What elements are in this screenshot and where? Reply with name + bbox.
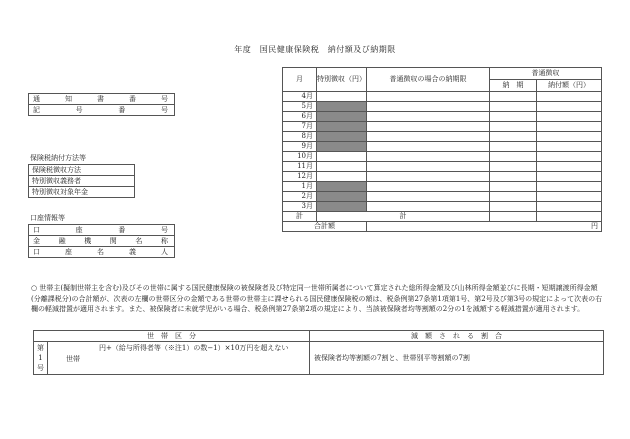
ordinary-deadline-cell — [367, 162, 490, 172]
household-category-cell — [48, 342, 310, 375]
table-row — [29, 225, 175, 236]
ordinary-deadline-cell — [367, 102, 490, 112]
table-row — [29, 94, 175, 105]
special-collection-cell — [317, 102, 367, 112]
special-collection-cell — [317, 162, 367, 172]
bank-info-heading: 口座情報等 — [30, 214, 65, 222]
month-cell: 2月 — [283, 192, 317, 202]
table-row — [283, 102, 602, 112]
table-row — [283, 68, 602, 80]
notice-number-label: 通 知 書 番 号 — [29, 94, 175, 105]
amount-cell — [537, 112, 602, 122]
period-cell — [490, 102, 537, 112]
table-row — [29, 247, 175, 258]
account-number-label: 口 座 番 号 — [29, 225, 175, 236]
table-row — [29, 187, 135, 198]
total-amount-cell — [537, 212, 602, 222]
ordinary-deadline-cell — [367, 92, 490, 102]
amount-cell — [537, 162, 602, 172]
month-cell: 10月 — [283, 152, 317, 162]
payment-method-heading: 保険税納付方法等 — [30, 154, 86, 162]
total-period-cell — [490, 212, 537, 222]
table-row — [283, 92, 602, 102]
ordinary-deadline-cell — [367, 172, 490, 182]
grand-total-label: 合計額 — [283, 222, 367, 232]
special-collection-cell — [317, 92, 367, 102]
payment-schedule-table — [282, 67, 602, 232]
period-cell — [490, 192, 537, 202]
amount-cell — [537, 92, 602, 102]
ordinary-deadline-cell — [367, 142, 490, 152]
ordinary-deadline-cell — [367, 122, 490, 132]
amount-cell — [537, 122, 602, 132]
month-cell: 4月 — [283, 92, 317, 102]
special-collection-cell — [317, 112, 367, 122]
collection-method-label: 保険税徴収方法 — [29, 165, 135, 176]
month-cell: 9月 — [283, 142, 317, 152]
reduction-table — [33, 330, 604, 375]
special-collector-label: 特別徴収義務者 — [29, 176, 135, 187]
grand-total-unit: 円 — [367, 222, 602, 232]
period-cell — [490, 202, 537, 212]
ordinary-deadline-cell — [367, 112, 490, 122]
special-collection-cell — [317, 152, 367, 162]
month-header: 月 — [283, 68, 317, 92]
category-condition: 円+（給与所得者等（※注1）の数−1）×10万円を超えない — [99, 344, 289, 352]
record-number-label: 記 号 番 号 — [29, 105, 175, 116]
amount-cell — [537, 192, 602, 202]
ordinary-deadline-cell — [367, 192, 490, 202]
month-cell: 7月 — [283, 122, 317, 132]
period-cell — [490, 172, 537, 182]
row-number-char: 号 — [37, 364, 44, 372]
table-row — [283, 212, 602, 222]
month-cell: 12月 — [283, 172, 317, 182]
amount-cell — [537, 182, 602, 192]
table-row — [34, 342, 604, 375]
row-number — [34, 342, 48, 375]
bullet-mark: ○ — [31, 284, 38, 292]
period-cell — [490, 182, 537, 192]
reduction-rate-cell: 被保険者均等割額の7割と、世帯別平等割額の7割 — [310, 342, 604, 375]
month-cell: 6月 — [283, 112, 317, 122]
special-collection-cell — [317, 192, 367, 202]
period-cell — [490, 152, 537, 162]
special-collection-cell — [317, 132, 367, 142]
period-cell — [490, 162, 537, 172]
table-row — [34, 331, 604, 342]
period-cell — [490, 112, 537, 122]
ordinary-deadline-cell — [367, 132, 490, 142]
amount-cell — [537, 202, 602, 212]
ordinary-deadline-cell — [367, 152, 490, 162]
table-row — [283, 112, 602, 122]
payment-method-table — [28, 164, 135, 198]
table-row — [283, 222, 602, 232]
period-header: 納 期 — [490, 80, 537, 92]
bank-name-label: 金 融 機 関 名 称 — [29, 236, 175, 247]
account-holder-label: 口 座 名 義 人 — [29, 247, 175, 258]
table-row — [283, 132, 602, 142]
ordinary-deadline-cell — [367, 182, 490, 192]
amount-cell — [537, 102, 602, 112]
table-row — [283, 152, 602, 162]
ordinary-deadline-cell — [367, 202, 490, 212]
explanation-text: 世帯主(擬制世帯主を含む)及びその世帯に属する国民健康保険の被保険者及び特定同一世帯所属者について算定された総所得金額及び山林所得金額並びに長期・短期譲渡所得金額(分離課税分)の合計額が、次表の左欄の世帯区分の金額である世帯の世帯主に課せられる国民健康保険税の額は、税条例第27条第1項第1号、第2号及び第3号の規定によって次表の右欄の軽減措置が適用されます。また、被保険者に未就学児がいる場合、税条例第27条第2項の規定により、当該被保険者均等割額の2分の1を減額する軽減措置が適用されます。 — [31, 284, 603, 313]
ordinary-deadline-header: 普通徴収の場合の納期限 — [367, 68, 490, 92]
table-row — [283, 192, 602, 202]
amount-cell — [537, 152, 602, 162]
total-label-2: 計 — [317, 212, 490, 222]
month-cell: 11月 — [283, 162, 317, 172]
ordinary-collection-header: 普通徴収 — [490, 68, 602, 80]
special-collection-header: 特別徴収（円） — [317, 68, 367, 92]
amount-header: 納付額（円） — [537, 80, 602, 92]
period-cell — [490, 92, 537, 102]
row-number-char: 1 — [38, 354, 43, 362]
amount-cell — [537, 172, 602, 182]
total-label: 計 — [283, 212, 317, 222]
explanation-paragraph — [31, 283, 603, 315]
table-row — [29, 236, 175, 247]
period-cell — [490, 132, 537, 142]
notice-number-table — [28, 93, 175, 116]
amount-cell — [537, 142, 602, 152]
table-row — [283, 202, 602, 212]
table-row — [29, 105, 175, 116]
table-row — [283, 142, 602, 152]
month-cell: 1月 — [283, 182, 317, 192]
table-row — [283, 172, 602, 182]
special-collection-cell — [317, 202, 367, 212]
month-cell: 8月 — [283, 132, 317, 142]
month-cell: 3月 — [283, 202, 317, 212]
table-row — [283, 182, 602, 192]
period-cell — [490, 142, 537, 152]
category-household: 世帯 — [66, 355, 80, 363]
special-collection-cell — [317, 142, 367, 152]
table-row — [283, 162, 602, 172]
page-title: 年度 国民健康保険税 納付額及び納期限 — [234, 45, 396, 54]
table-row — [283, 122, 602, 132]
bank-info-table — [28, 224, 175, 258]
table-row — [29, 176, 135, 187]
special-pension-label: 特別徴収対象年金 — [29, 187, 135, 198]
special-collection-cell — [317, 172, 367, 182]
row-number-char: 第 — [37, 344, 44, 352]
special-collection-cell — [317, 182, 367, 192]
reduction-rate-header: 減 額 さ れ る 割 合 — [310, 331, 604, 342]
month-cell: 5月 — [283, 102, 317, 112]
household-category-header: 世 帯 区 分 — [34, 331, 310, 342]
special-collection-cell — [317, 122, 367, 132]
amount-cell — [537, 132, 602, 142]
period-cell — [490, 122, 537, 132]
table-row — [29, 165, 135, 176]
